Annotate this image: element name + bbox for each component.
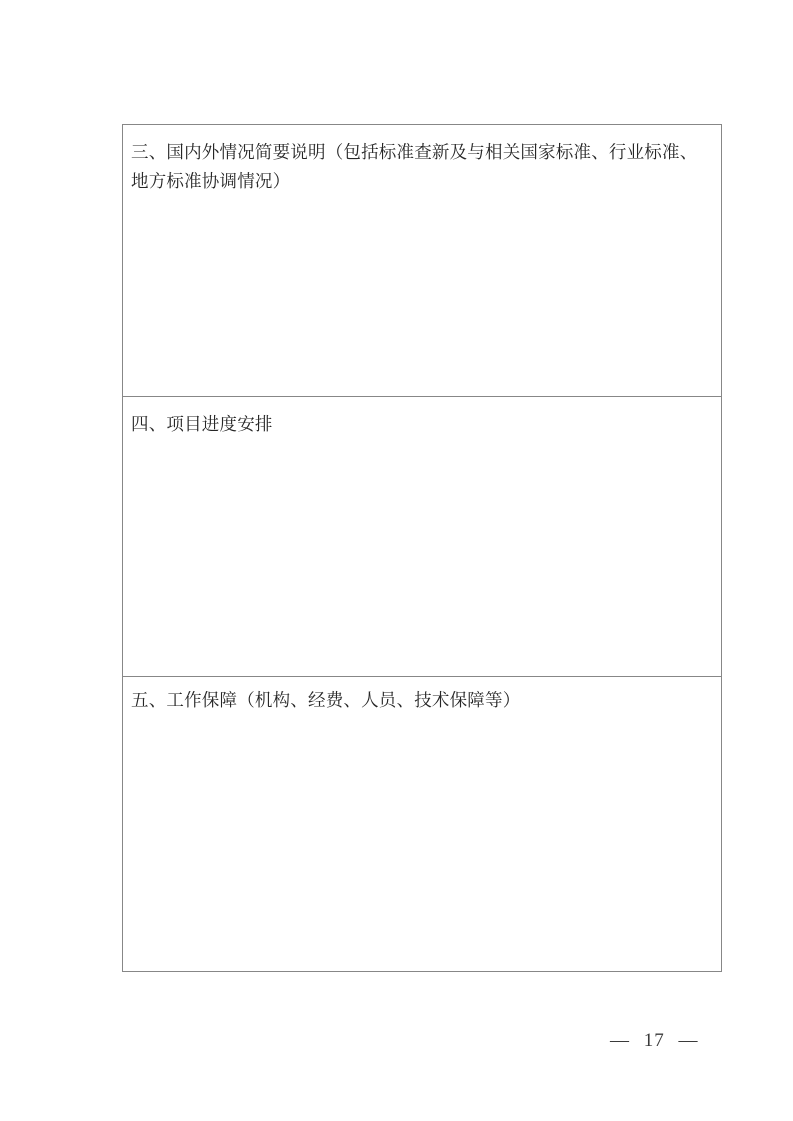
section-5-title: 五、工作保障（机构、经费、人员、技术保障等） [131,690,521,710]
section-row-project-schedule [123,397,721,677]
section-4-title: 四、项目进度安排 [131,414,273,434]
section-3-title-line-2: 地方标准协调情况） [131,171,291,191]
page-number: — 17 — [610,1030,699,1051]
section-row-work-guarantee [123,677,721,971]
section-row-domestic-foreign-overview [123,125,721,397]
section-3-title-line-1: 三、国内外情况简要说明（包括标准查新及与相关国家标准、行业标准、 [131,142,698,162]
form-table [122,124,722,972]
